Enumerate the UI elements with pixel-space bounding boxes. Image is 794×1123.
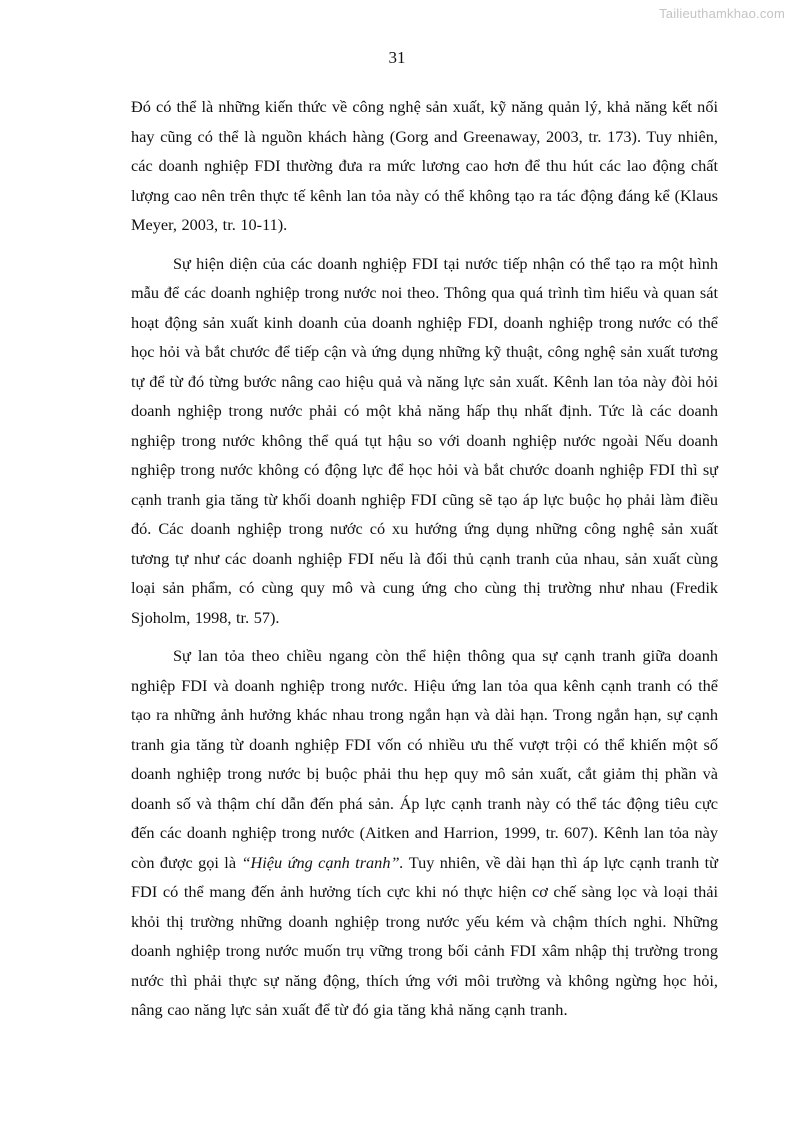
paragraph-3-text-end: Tuy nhiên, về dài hạn thì áp lực cạnh tranh từ FDI có thể mang đến ảnh hưởng tích cực khi nó thực hiện cơ chế sàng lọc và loại thải khỏi thị trường những doanh nghiệp trong nước yếu kém và chậm thích nghi. Những doanh nghiệp trong nước muốn trụ vững trong bối cảnh FDI xâm nhập thị trường trong nước thì phải thực sự năng động, thích ứng với môi trường và không ngừng học hỏi, nâng cao năng lực sản xuất để từ đó gia tăng khả năng cạnh tranh. — [131, 852, 718, 1019]
watermark: Tailieuthamkhao.com — [659, 6, 785, 21]
paragraph-3 — [131, 641, 718, 1025]
page-number: 31 — [388, 48, 406, 67]
italic-term: “Hiệu ứng cạnh tranh”. — [241, 852, 404, 872]
document-body — [131, 92, 718, 1025]
paragraph-3-text-start: Sự lan tỏa theo chiều ngang còn thể hiện thông qua sự cạnh tranh giữa doanh nghiệp FDI và doanh nghiệp trong nước. Hiệu ứng lan tỏa qua kênh cạnh tranh có thể tạo ra những ảnh hưởng khác nhau trong ngắn hạn và dài hạn. Trong ngắn hạn, sự cạnh tranh gia tăng từ doanh nghiệp FDI vốn có nhiều ưu thế vượt trội có thể khiến một số doanh nghiệp trong nước bị buộc phải thu hẹp quy mô sản xuất, cắt giảm thị phần và doanh số và thậm chí dẫn đến phá sản. Áp lực cạnh tranh này có thể tác động tiêu cực đến các doanh nghiệp trong nước (Aitken and Harrion, 1999, tr. 607). Kênh lan tỏa này còn được gọi là — [131, 646, 718, 872]
paragraph-1: Đó có thể là những kiến thức về công nghệ sản xuất, kỹ năng quản lý, khả năng kết nối hay cũng có thể là nguồn khách hàng (Gorg and Greenaway, 2003, tr. 173). Tuy nhiên, các doanh nghiệp FDI thường đưa ra mức lương cao hơn để thu hút các lao động chất lượng cao nên trên thực tế kênh lan tỏa này có thể không tạo ra tác động đáng kể (Klaus Meyer, 2003, tr. 10-11). — [131, 97, 718, 234]
paragraph-2: Sự hiện diện của các doanh nghiệp FDI tại nước tiếp nhận có thể tạo ra một hình mẫu để các doanh nghiệp trong nước noi theo. Thông qua quá trình tìm hiểu và quan sát hoạt động sản xuất kinh doanh của doanh nghiệp FDI, doanh nghiệp trong nước có thể học hỏi và bắt chước để tiếp cận và ứng dụng những kỹ thuật, công nghệ sản xuất tương tự để từ đó từng bước nâng cao hiệu quả và năng lực sản xuất. Kênh lan tỏa này đòi hỏi doanh nghiệp trong nước phải có một khả năng hấp thụ nhất định. Tức là các doanh nghiệp trong nước không thể quá tụt hậu so với doanh nghiệp nước ngoài Nếu doanh nghiệp trong nước không có động lực để học hỏi và bắt chước doanh nghiệp FDI thì sự cạnh tranh gia tăng từ khối doanh nghiệp FDI cũng sẽ tạo áp lực buộc họ phải làm điều đó. Các doanh nghiệp trong nước có xu hướng ứng dụng những công nghệ sản xuất tương tự như các doanh nghiệp FDI nếu là đối thủ cạnh tranh của nhau, sản xuất cùng loại sản phẩm, có cùng quy mô và cung ứng cho cùng thị trường như nhau (Fredik Sjoholm, 1998, tr. 57). — [131, 253, 718, 627]
